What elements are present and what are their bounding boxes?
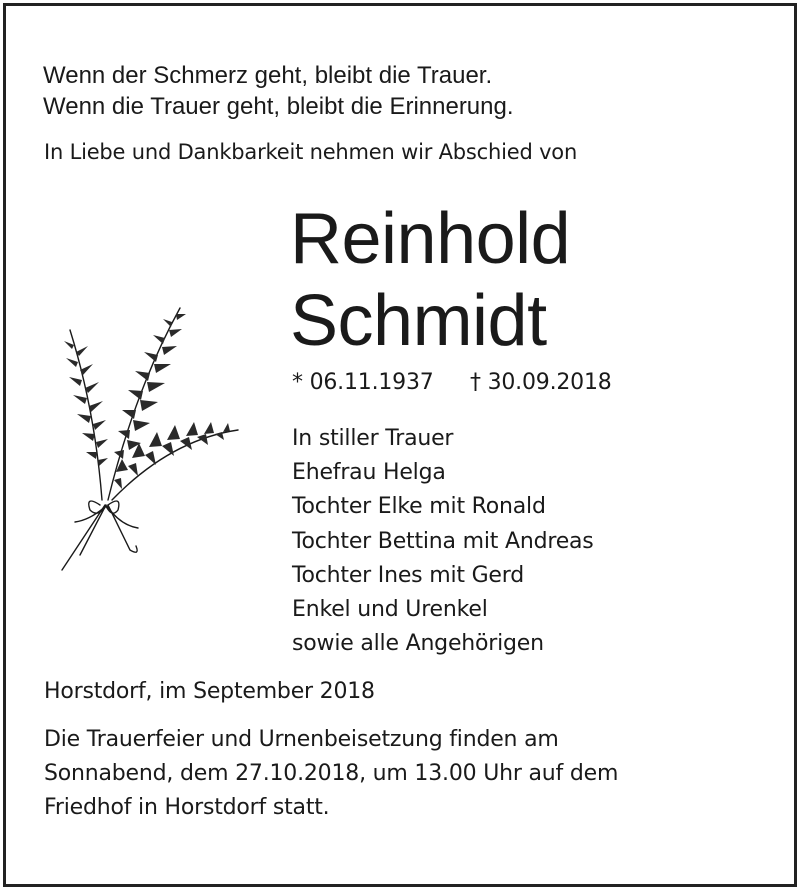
mourner-line: Tochter Bettina mit Andreas <box>292 528 594 554</box>
mourner-line: Tochter Ines mit Gerd <box>292 562 524 588</box>
mourner-line: Enkel und Urenkel <box>292 596 488 622</box>
deceased-first-name: Reinhold <box>290 199 571 279</box>
quote-line-2: Wenn die Trauer geht, bleibt die Erinnerung. <box>43 93 514 120</box>
mourner-line: sowie alle Angehörigen <box>292 631 544 657</box>
quote-line-1: Wenn der Schmerz geht, bleibt die Trauer. <box>43 62 493 89</box>
birth-date: * 06.11.1937 <box>292 370 434 395</box>
deceased-last-name: Schmidt <box>290 281 547 361</box>
place-date: Horstdorf, im September 2018 <box>44 679 375 704</box>
fern-bouquet-icon <box>50 300 250 580</box>
ceremony-line-3: Friedhof in Horstdorf statt. <box>44 795 330 820</box>
mourners-list <box>292 422 594 661</box>
death-date: † 30.09.2018 <box>470 370 612 395</box>
mourner-line: Ehefrau Helga <box>292 460 446 486</box>
intro-text: In Liebe und Dankbarkeit nehmen wir Abschied von <box>44 140 578 164</box>
mourner-line: In stiller Trauer <box>292 426 454 451</box>
mourner-line: Tochter Elke mit Ronald <box>292 494 546 520</box>
ceremony-line-2: Sonnabend, dem 27.10.2018, um 13.00 Uhr auf dem <box>44 761 619 786</box>
ceremony-line-1: Die Trauerfeier und Urnenbeisetzung finden am <box>44 727 559 752</box>
